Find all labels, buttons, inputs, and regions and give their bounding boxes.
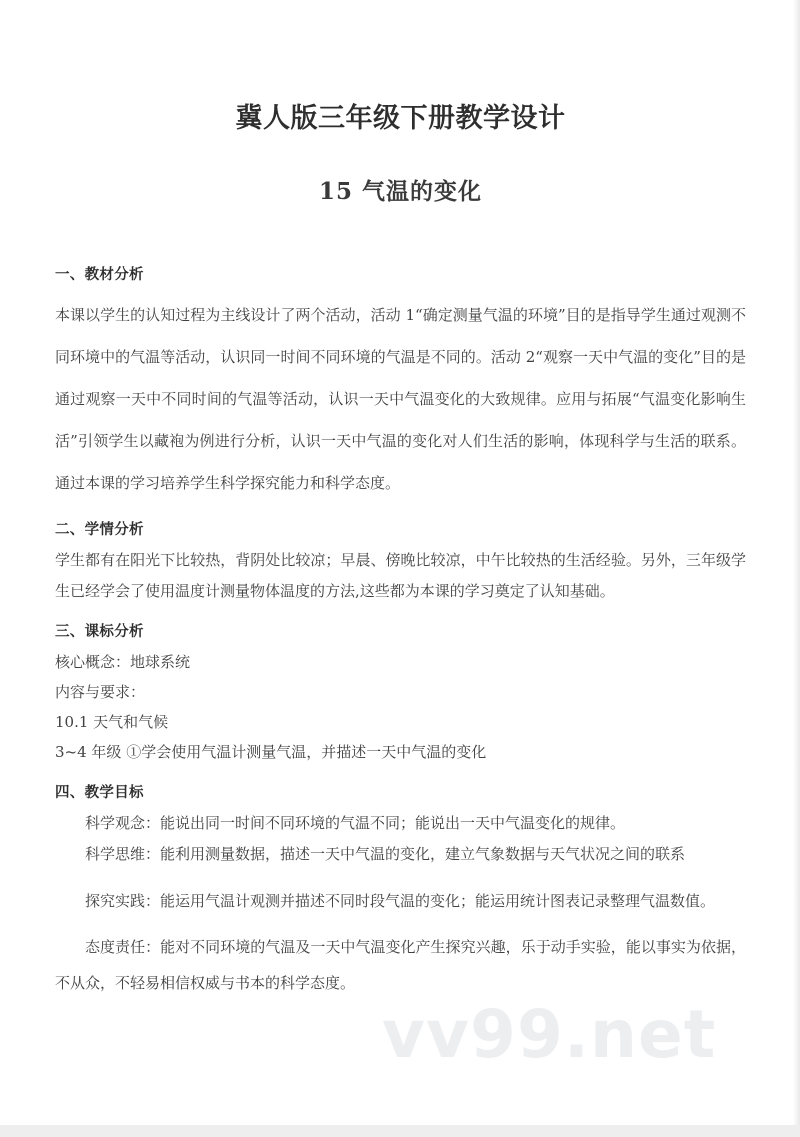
curriculum-line-weather-climate: 10.1 天气和气候 bbox=[55, 713, 169, 731]
section-teaching-material-analysis bbox=[55, 206, 746, 504]
section-heading-1: 一、教材分析 bbox=[55, 267, 144, 283]
section-heading-2: 二、学情分析 bbox=[55, 522, 144, 538]
section-body-1: 本课以学生的认知过程为主线设计了两个活动，活动 1“确定测量气温的环境”目的是指导学生通过观测不同环境中的气温等活动，认识同一时间不同环境的气温是不同的。活动 2“观察一天中气温的变化”目的是通过观察一天中不同时间的气温等活动，认识一天中气温变化的大致规律。应用与拓展“气温变化影响生活”引领学生以藏袍为例进行分析，认识一天中气温的变化对人们生活的影响，体现科学与生活的联系。通过本课的学习培养学生科学探究能力和科学态度。 bbox=[55, 306, 746, 492]
section-teaching-objectives bbox=[55, 767, 746, 1001]
document-title: 冀人版三年级下册教学设计 bbox=[235, 103, 566, 134]
curriculum-line-grade-requirement: 3~4 年级 ①学会使用气温计测量气温，并描述一天中气温的变化 bbox=[55, 743, 487, 761]
objective-science-concept: 科学观念：能说出同一时间不同环境的气温不同；能说出一天中气温变化的规律。 bbox=[85, 814, 626, 832]
curriculum-line-core-concept: 核心概念：地球系统 bbox=[55, 653, 191, 671]
objective-attitude-responsibility: 态度责任：能对不同环境的气温及一天中气温变化产生探究兴趣，乐于动手实验，能以事实为依据，不从众，不轻易相信权威与书本的科学态度。 bbox=[55, 938, 746, 992]
objective-science-thinking: 科学思维：能利用测量数据，描述一天中气温的变化，建立气象数据与天气状况之间的联系 bbox=[85, 845, 686, 863]
section-curriculum-standard-analysis bbox=[55, 607, 746, 767]
curriculum-line-content-requirements: 内容与要求： bbox=[55, 683, 146, 701]
page-edge-bottom bbox=[0, 1125, 800, 1137]
section-heading-3: 三、课标分析 bbox=[55, 624, 144, 640]
teaching-objectives-list bbox=[55, 802, 746, 1001]
section-body-3 bbox=[55, 641, 746, 767]
watermark-vv99net: vv99.net bbox=[382, 996, 717, 1073]
objective-inquiry-practice: 探究实践：能运用气温计观测并描述不同时段气温的变化；能运用统计图表记录整理气温数值。 bbox=[85, 892, 716, 910]
section-student-situation-analysis bbox=[55, 504, 746, 607]
section-body-2: 学生都有在阳光下比较热，背阴处比较凉；早晨、傍晚比较凉，中午比较热的生活经验。另外，三年级学生已经学会了使用温度计测量物体温度的方法,这些都为本课的学习奠定了认知基础。 bbox=[55, 551, 746, 600]
document-subtitle: 15 气温的变化 bbox=[318, 178, 482, 205]
section-heading-4: 四、教学目标 bbox=[55, 785, 144, 801]
